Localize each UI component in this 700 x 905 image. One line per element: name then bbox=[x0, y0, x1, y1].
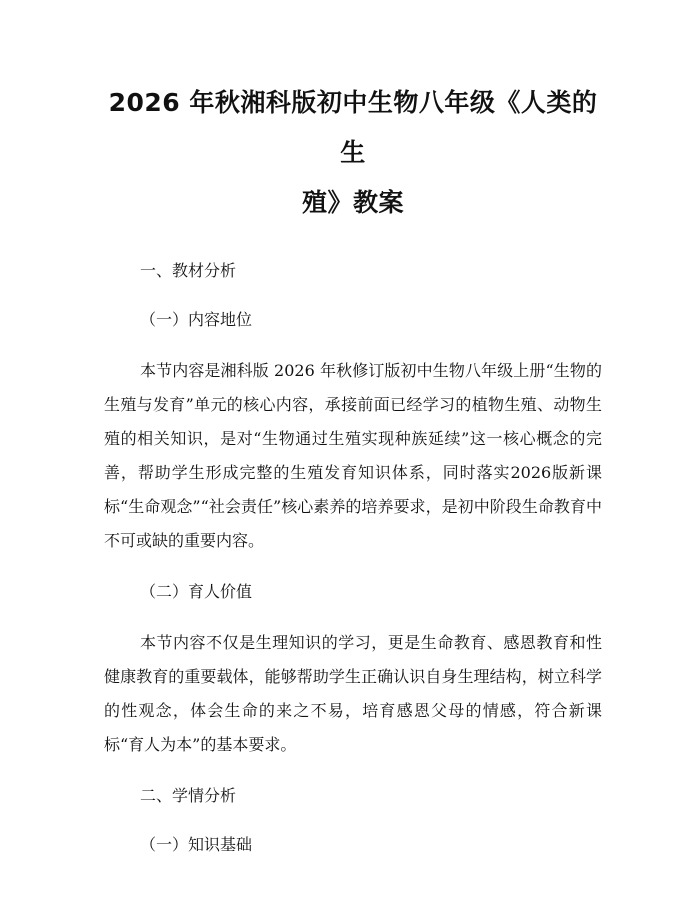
paragraph-educational-value: 本节内容不仅是生理知识的学习，更是生命教育、感恩教育和性健康教育的重要载体，能够帮助学生正确认识自身生理结构，树立科学的性观念，体会生命的来之不易，培育感恩父母的情感，符合新课标“育人为本”的基本要求。 bbox=[104, 633, 602, 754]
section-heading-teaching-material: 一、教材分析 bbox=[140, 261, 237, 280]
paragraph-content-position: 本节内容是湘科版 2026 年秋修订版初中生物八年级上册“生物的生殖与发育”单元的核心内容，承接前面已经学习的植物生殖、动物生殖的相关知识，是对“生物通过生殖实现种族延续”这一核心概念的完善，帮助学生形成完整的生殖发育知识体系，同时落实2026版新课标“生命观念”“社会责任”核心素养的培养要求，是初中阶段生命教育中不可或缺的重要内容。 bbox=[104, 361, 602, 550]
document-title bbox=[104, 78, 602, 228]
section-heading-student-analysis: 二、学情分析 bbox=[140, 786, 237, 805]
subsection-heading-educational-value: （二）育人价值 bbox=[140, 582, 253, 601]
subsection-heading-content-position: （一）内容地位 bbox=[140, 310, 253, 329]
document-body bbox=[104, 254, 602, 862]
title-line-2: 殖》教案 bbox=[301, 188, 404, 217]
subsection-heading-knowledge-base: （一）知识基础 bbox=[140, 835, 253, 854]
title-line-1: 2026 年秋湘科版初中生物八年级《人类的生 bbox=[108, 88, 598, 167]
